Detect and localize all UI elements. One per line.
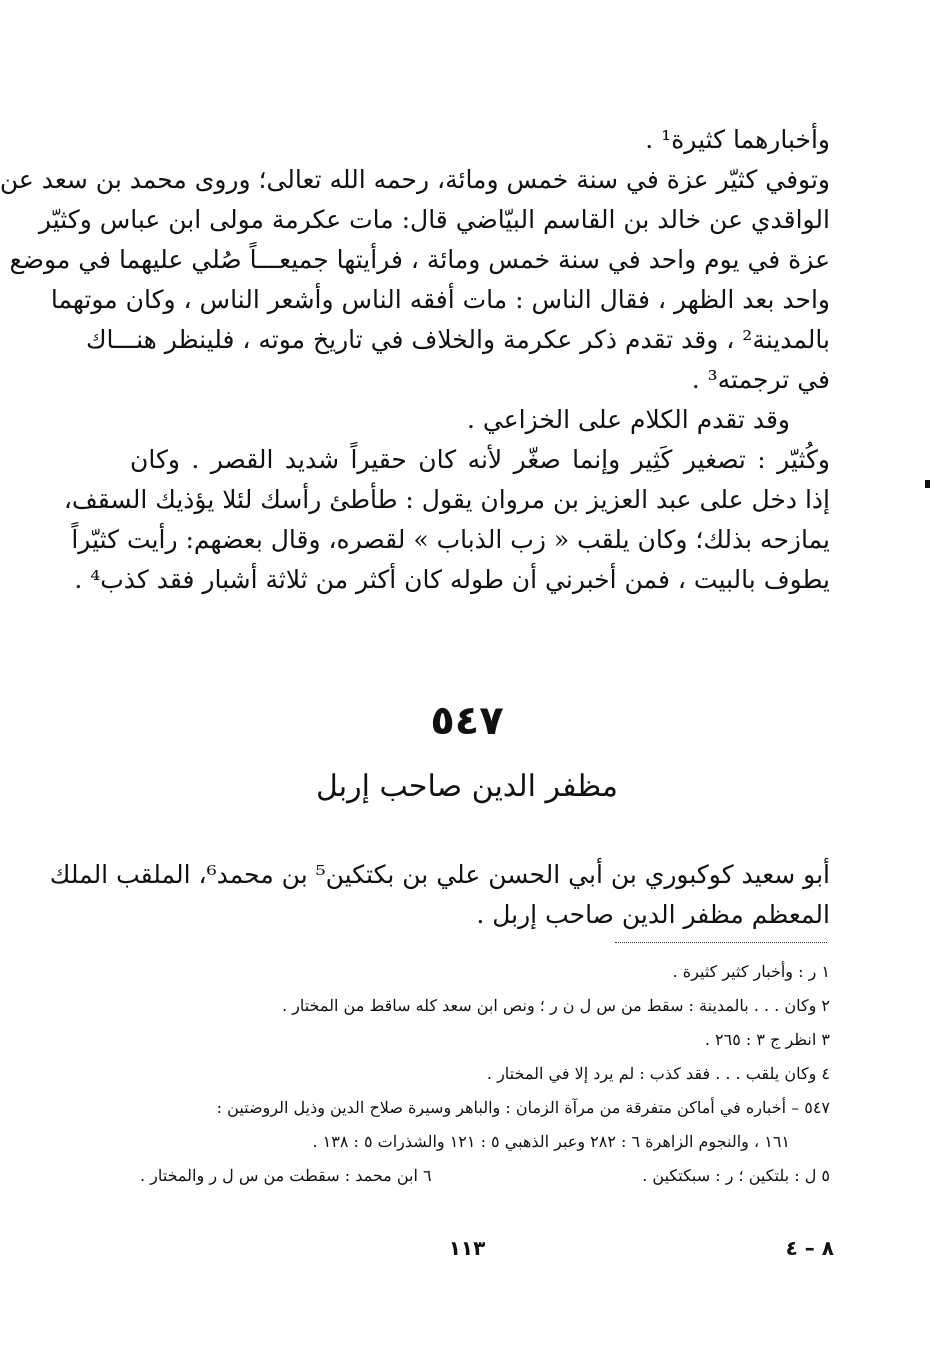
text-line: وأخبارهما كثيرة¹ . [645,125,830,154]
page-number: ١١٣ [448,1236,486,1260]
text-line: أبو سعيد كوكبوري بن أبي الحسن علي بن بكتكين⁵ بن محمد⁶، الملقب الملك [49,860,830,889]
text-line: المعظم مظفر الدين صاحب إربل . [476,900,830,929]
text-line: وتوفي كثيّر عزة في سنة خمس ومائة، رحمه الله تعالى؛ وروى محمد بن سعد عن [0,165,830,194]
page-footer [0,1228,934,1268]
entry-number: ٥٤٧ [430,698,504,744]
text-line: يمازحه بذلك؛ وكان يلقب « زب الذباب » لقصره، وقال بعضهم: رأيت كثيّراً [71,525,830,554]
footnote: ٥٤٧ – أخباره في أماكن متفرقة من مرآة الزمان : والباهر وسيرة صلاح الدين وذيل الروضتين : [216,1098,830,1117]
margin-mark [925,480,930,488]
text-line: إذا دخل على عبد العزيز بن مروان يقول : طأطئ رأسك لئلا يؤذيك السقف، [63,485,830,514]
footnote-divider [615,942,827,943]
text-line: عزة في يوم واحد في سنة خمس ومائة ، فرأيتها جميعـــاً صُلي عليهما في موضع [9,245,830,274]
footnotes [140,955,830,1193]
footnote-continuation: ١٦١ ، والنجوم الزاهرة ٦ : ٢٨٢ وعبر الذهبي ٥ : ١٢١ والشذرات ٥ : ١٣٨ . [312,1132,790,1151]
footnote-row [140,1159,830,1193]
entry-text-block [49,855,830,935]
text-line: في ترجمته³ . [691,365,830,394]
signature-mark: ٨ – ٤ [785,1236,834,1260]
footnote: ٤ وكان يلقب . . . فقد كذب : لم يرد إلا في المختار . [486,1064,830,1083]
footnote: ١ ر : وأخبار كثير كثيرة . [672,962,830,981]
text-line: وكُثيّر : تصغير كَثِير وإنما صغّر لأنه كان حقيراً شديد القصر . وكان [130,445,830,474]
text-line: واحد بعد الظهر ، فقال الناس : مات أفقه الناس وأشعر الناس ، وكان موتهما [50,285,830,314]
entry-title: مظفر الدين صاحب إربل [316,769,618,804]
text-line: وقد تقدم الكلام على الخزاعي . [466,405,790,434]
text-line: بالمدينة² ، وقد تقدم ذكر عكرمة والخلاف في تاريخ موته ، فلينظر هنـــاك [85,325,830,354]
footnote: ٥ ل : بلتكين ؛ ر : سبكتكين . [642,1166,830,1185]
text-line: الواقدي عن خالد بن القاسم البيّاضي قال: مات عكرمة مولى ابن عباس وكثيّر [38,205,830,234]
text-line: يطوف بالبيت ، فمن أخبرني أن طوله كان أكثر من ثلاثة أشبار فقد كذب⁴ . [74,565,830,594]
footnote: ٢ وكان . . . بالمدينة : سقط من س ل ن ر ؛ ونص ابن سعد كله ساقط من المختار . [281,996,830,1015]
main-text-block [0,120,830,600]
footnote: ٣ انظر ج ٣ : ٢٦٥ . [704,1030,830,1049]
footnote: ٦ ابن محمد : سقطت من س ل ر والمختار . [140,1166,432,1185]
